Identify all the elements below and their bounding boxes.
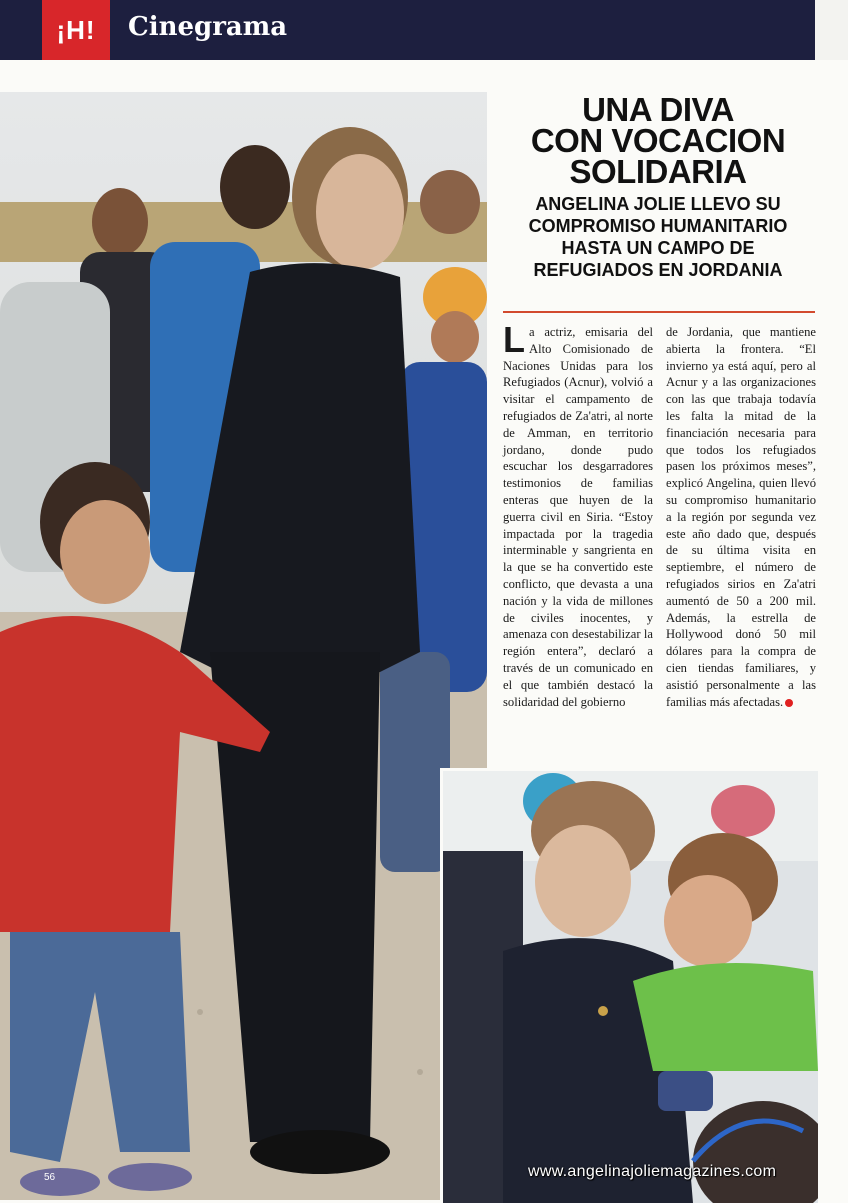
headline-divider	[503, 311, 815, 313]
inset-photo	[440, 768, 818, 1203]
headline-line: CON VOCACION	[530, 122, 786, 159]
magazine-logo: ¡H!	[42, 0, 110, 60]
drop-cap: L	[503, 319, 525, 360]
subheadline-line: COMPROMISO HUMANITARIO	[528, 216, 788, 236]
article-text: de Jordania, que mantiene abierta la frontera. “El invierno ya está aquí, pero al Acnur y a las organizaciones con las que trabaja todavía les falta la mitad de la financiación necesaria para que todos los refugiados pasen los próximos meses”, explicó Angelina, quien llevó su compromiso humanitario a la región por segunda vez este año dado que, después de su última visita en septiembre, el número de refugiados sirios en Za'atri aumentó de 50 a 200 mil. Además, la estrella de Hollywood donó 50 mil dólares para la compra de cien tiendas familiares, y asistió personalmente a las familias más afectadas.	[666, 325, 816, 709]
section-header-bar	[0, 0, 815, 60]
red-dot-icon	[785, 699, 793, 707]
article-subheadline	[497, 193, 819, 281]
website-watermark: www.angelinajoliemagazines.com	[528, 1163, 777, 1180]
subheadline-line: REFUGIADOS EN JORDANIA	[533, 260, 783, 280]
article-column-2	[666, 324, 816, 710]
header-edge	[815, 0, 848, 60]
subheadline-line: HASTA UN CAMPO DE	[561, 238, 755, 258]
article-headline	[497, 91, 819, 281]
main-photo	[0, 92, 487, 1200]
subheadline-line: ANGELINA JOLIE LLEVO SU	[535, 194, 781, 214]
article-column-1	[503, 319, 653, 710]
article-text: a actriz, emisaria del Alto Comisionado de Naciones Unidas para los Refugiados (Acnur), volvió a visitar el campamento de refugiados de Za'atri, al norte de Amman, en territorio jordano, donde pudo escuchar los desgarradores testimonios de familias enteras que huyen de la guerra civil en Siria. “Estoy impactada por la tragedia interminable y sangrienta en la que se ha convertido este conflicto, que devasta a una nación y la vida de millones de civiles inocentes, y amenaza con desestabilizar la región entera”, declaró a través de un comunicado en el que también destacó la solidaridad del gobierno	[503, 325, 653, 709]
headline-line: SOLIDARIA	[569, 153, 747, 190]
page-number: 56	[44, 1172, 56, 1183]
section-title: Cinegrama	[128, 12, 288, 42]
headline-line: UNA DIVA	[582, 91, 734, 128]
